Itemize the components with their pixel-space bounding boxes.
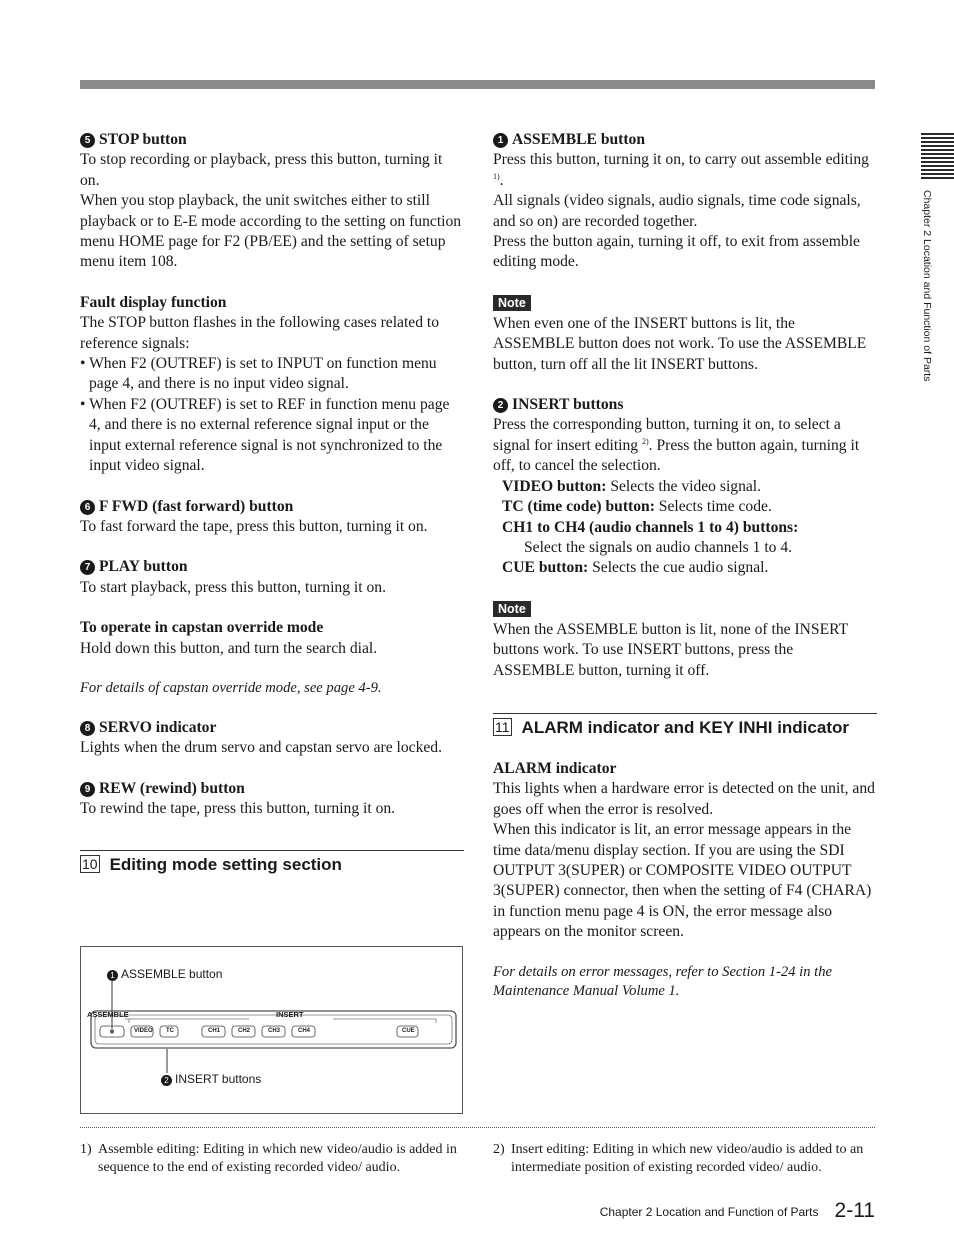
left-column	[80, 130, 464, 896]
alarm-section	[493, 759, 877, 943]
cue-button: CUE	[402, 1028, 415, 1034]
alarm-text-2: When this indicator is lit, an error message appears in the time data/menu display section. If you are using the SDI OUTPUT 3(SUPER) or COMPOSITE VIDEO OUTPUT 3(SUPER) connector, then when the setting of F4 (CHARA) in function menu page 4 is ON, the error message also appears on the monitor screen.	[493, 821, 872, 941]
ffwd-heading: F FWD (fast forward) button	[99, 497, 294, 515]
circled-number: 5	[80, 133, 95, 148]
circled-number: 1	[107, 970, 118, 981]
circled-number: 2	[161, 1075, 172, 1086]
chapter-side-label: Chapter 2 Location and Function of Parts	[921, 190, 933, 382]
stop-heading: STOP button	[99, 131, 187, 148]
section-number: 10	[82, 855, 98, 872]
assemble-section	[493, 130, 877, 273]
footnote-2: 2) Insert editing: Editing in which new video/audio is added to an intermediate position of existing recorded video/ audio.	[493, 1142, 864, 1175]
circled-number: 1	[493, 133, 508, 148]
capstan-reference: For details of capstan override mode, see page 4-9.	[80, 679, 382, 696]
stop-text-1: To stop recording or playback, press this button, turning it on.	[80, 151, 443, 189]
video-button: VIDEO	[134, 1028, 153, 1034]
ffwd-text: To fast forward the tape, press this button, turning it on.	[80, 517, 428, 535]
circled-number: 8	[80, 721, 95, 736]
servo-heading: SERVO indicator	[99, 718, 217, 736]
fault-text: The STOP button flashes in the following cases related to reference signals:	[80, 314, 440, 352]
ch4-button: CH4	[298, 1028, 311, 1034]
page-number: 2-11	[834, 1199, 875, 1222]
rew-heading: REW (rewind) button	[99, 779, 245, 797]
page-footer	[590, 1199, 875, 1223]
assemble-heading: ASSEMBLE button	[512, 131, 646, 148]
fault-section	[80, 293, 464, 477]
play-heading: PLAY button	[99, 558, 188, 576]
stop-section	[80, 130, 464, 273]
cue-button-desc: CUE button: Selects the cue audio signal.	[502, 559, 769, 577]
section-11-title: ALARM indicator and KEY INHI indicator	[521, 717, 849, 737]
ch-buttons-heading: CH1 to CH4 (audio channels 1 to 4) buttons:	[502, 518, 799, 536]
panel-assemble-label: ASSEMBLE	[87, 1010, 129, 1019]
footer-chapter: Chapter 2 Location and Function of Parts	[599, 1205, 819, 1219]
footnote-1: 1) Assemble editing: Editing in which new video/audio is added in sequence to the end of existing recorded video/ audio.	[80, 1142, 457, 1175]
fault-bullet-2: • When F2 (OUTREF) is set to REF in function menu page 4, and there is no external reference signal input or the input external reference signal is not synchronized to the input video signal.	[80, 395, 450, 475]
play-text: To start playback, press this button, turning it on.	[80, 578, 386, 596]
rew-text: To rewind the tape, press this button, turning it on.	[80, 800, 396, 818]
section-10-title: Editing mode setting section	[109, 854, 342, 874]
circled-number: 7	[80, 560, 95, 575]
tc-button-desc: TC (time code) button: Selects time code.	[502, 498, 772, 516]
ch2-button: CH2	[238, 1028, 251, 1034]
stop-text-2: When you stop playback, the unit switches either to still playback or to E-E mode according to the setting on function menu HOME page for F2 (PB/EE) and the setting of setup menu item 108.	[80, 192, 462, 271]
capstan-heading: To operate in capstan override mode	[80, 619, 324, 637]
insert-section	[493, 395, 877, 579]
capstan-ref	[80, 679, 464, 698]
note-1	[493, 293, 877, 375]
ch3-button: CH3	[268, 1028, 281, 1034]
rew-section	[80, 779, 464, 820]
note-badge: Note	[493, 295, 531, 311]
chapter-tab-marks	[921, 133, 954, 180]
capstan-text: Hold down this button, and turn the search dial.	[80, 639, 378, 657]
circled-number: 6	[80, 500, 95, 515]
fault-bullet-1: • When F2 (OUTREF) is set to INPUT on function menu page 4, and there is no input video signal.	[80, 355, 437, 393]
note-1-text: When even one of the INSERT buttons is lit, the ASSEMBLE button does not work. To use the ASSEMBLE button, turn off all the lit INSERT buttons.	[493, 314, 867, 373]
assemble-text-2: All signals (video signals, audio signals, time code signals, and so on) are recorded together.	[493, 192, 861, 230]
servo-text: Lights when the drum servo and capstan servo are locked.	[80, 739, 443, 757]
assemble-callout: 1 ASSEMBLE button	[107, 967, 222, 981]
note-2	[493, 599, 877, 681]
editing-panel-figure	[80, 946, 463, 1114]
section-number: 11	[495, 718, 510, 735]
fault-heading: Fault display function	[80, 293, 227, 311]
insert-callout: 2 INSERT buttons	[161, 1072, 261, 1086]
alarm-reference: For details on error messages, refer to Section 1-24 in the Maintenance Manual Volume 1.	[493, 963, 832, 999]
servo-section	[80, 718, 464, 759]
capstan-section	[80, 618, 464, 659]
assemble-text-3: Press the button again, turning it off, to exit from assemble editing mode.	[493, 233, 860, 271]
insert-text: Press the corresponding button, turning it on, to select a signal for insert editing $^{2)}$. Press the button again, turning it off, to cancel the selection.	[493, 416, 860, 475]
ch1-button: CH1	[208, 1028, 221, 1034]
video-button-desc: VIDEO button: Selects the video signal.	[502, 477, 762, 495]
footnote-divider	[80, 1127, 875, 1128]
section-10-heading	[80, 850, 464, 876]
header-bar	[80, 80, 875, 89]
play-section	[80, 557, 464, 598]
alarm-text-1: This lights when a hardware error is detected on the unit, and goes off when the error is resolved.	[493, 780, 875, 818]
alarm-ref	[493, 963, 877, 1001]
alarm-heading: ALARM indicator	[493, 759, 617, 777]
note-2-text: When the ASSEMBLE button is lit, none of the INSERT buttons work. To use INSERT buttons, press the ASSEMBLE button, turning it off.	[493, 620, 848, 679]
circled-number: 2	[493, 398, 508, 413]
tc-button: TC	[166, 1028, 174, 1034]
assemble-text-1: Press this button, turning it on, to carry out assemble editing $^{1)}$.	[493, 151, 869, 189]
panel-insert-label: INSERT	[276, 1010, 304, 1019]
circled-number: 9	[80, 782, 95, 797]
ch-buttons-desc: Select the signals on audio channels 1 to 4.	[524, 538, 793, 556]
note-badge: Note	[493, 601, 531, 617]
right-column	[493, 130, 877, 1021]
section-11-heading	[493, 713, 877, 739]
ffwd-section	[80, 497, 464, 538]
insert-heading: INSERT buttons	[512, 396, 624, 414]
